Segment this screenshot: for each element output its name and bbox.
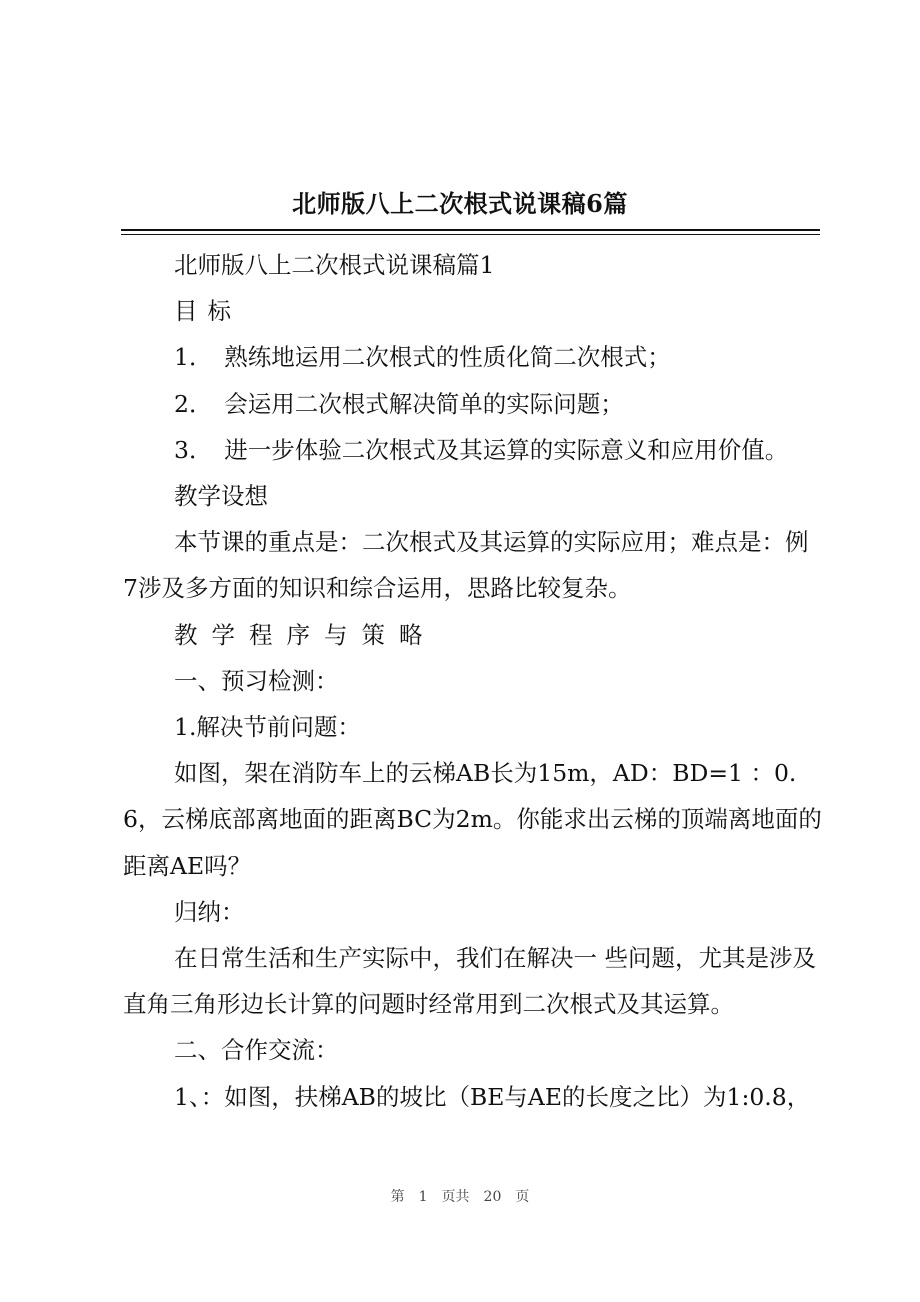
goal-item: 2． 会运用二次根式解决简单的实际问题； — [174, 389, 624, 418]
section-heading: 北师版八上二次根式说课稿篇1 — [174, 251, 495, 279]
preview-heading: 一、预习检测： — [174, 666, 339, 695]
goals-heading: 目标 — [174, 297, 241, 326]
summary-paragraph: 在日常生活和生产实际中，我们在解决一 些问题，尤其是涉及直角三角形边长计算的问题时经常用到二次根式及其运算。 — [123, 944, 816, 1019]
focus-paragraph: 本节课的重点是：二次根式及其运算的实际应用；难点是：例7涉及多方面的知识和综合运用，思路比较复杂。 — [123, 528, 809, 603]
goal-item: 3． 进一步体验二次根式及其运算的实际意义和应用价值。 — [174, 435, 789, 464]
summary-heading: 归纳： — [174, 897, 245, 926]
problem-heading: 1.解决节前问题： — [174, 713, 361, 742]
document-title: 北师版八上二次根式说课稿6篇 — [292, 189, 628, 218]
teaching-idea-heading: 教学设想 — [174, 482, 268, 511]
page-footer: 第 1 页共 20 页 — [390, 1189, 530, 1205]
procedure-heading: 教学程序与策略 — [174, 620, 437, 649]
title-rule-thick — [121, 229, 820, 231]
cooperation-heading: 二、合作交流： — [174, 1036, 339, 1065]
escalator-problem-paragraph: 1、：如图，扶梯AB的坡比（BE与AE的长度之比）为1:0.8， — [174, 1082, 811, 1111]
title-rule-thin — [121, 234, 820, 235]
document-body — [123, 242, 823, 1120]
ladder-problem-paragraph: 如图，架在消防车上的云梯AB长为15m，AD：BD=1 ：0.6，云梯底部离地面的距离BC为2m。你能求出云梯的顶端离地面的距离AE吗？ — [123, 759, 822, 880]
goal-item: 1． 熟练地运用二次根式的性质化简二次根式； — [174, 343, 671, 372]
